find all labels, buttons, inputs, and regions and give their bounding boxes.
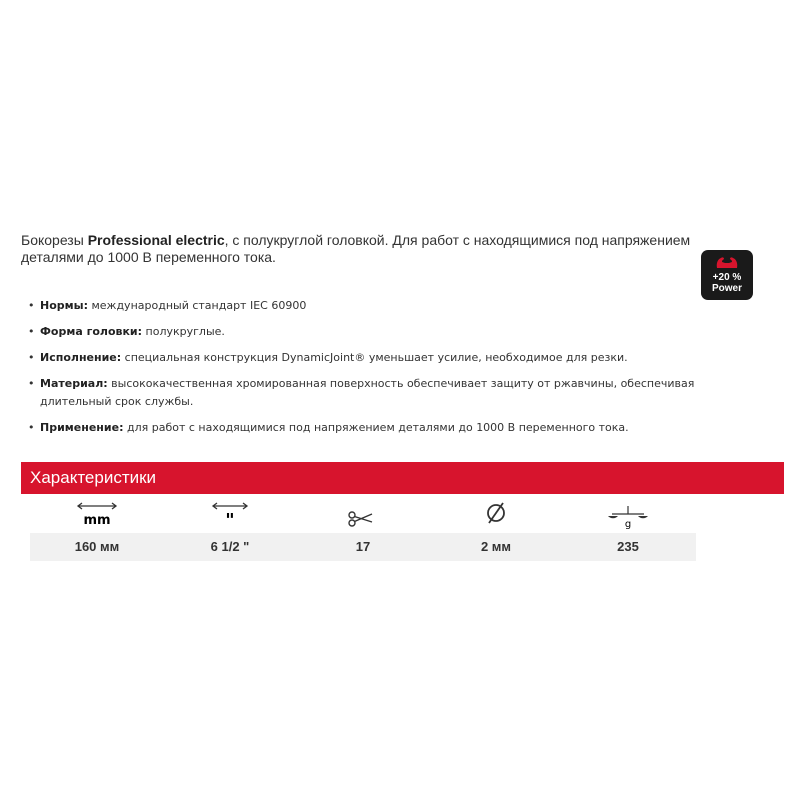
list-item (28, 375, 768, 411)
feature-label: Материал: (40, 377, 108, 390)
bullet-icon: • (28, 377, 35, 390)
feature-label: Форма головки: (40, 325, 143, 338)
list-item (28, 349, 768, 367)
specs-header: Характеристики (21, 462, 784, 494)
spec-length-mm: 160 мм (74, 539, 120, 554)
bullet-icon: • (28, 421, 35, 434)
intro-text-line2: деталями до 1000 В переменного тока. (21, 249, 276, 265)
spec-cutting-capacity: 17 (355, 539, 371, 554)
bullet-icon: • (28, 325, 35, 338)
feature-label: Исполнение: (40, 351, 122, 364)
feature-label: Применение: (40, 421, 124, 434)
feature-text: международный стандарт IEC 60900 (87, 299, 307, 312)
specs-icon-row (30, 500, 696, 530)
scissors-icon (303, 500, 423, 530)
spec-weight: 235 (617, 539, 639, 554)
spec-diameter: 2 мм (480, 539, 512, 554)
feature-text: высококачественная хромированная поверхность обеспечивает защиту от ржавчины, обеспечивая длительный срок службы. (40, 377, 695, 408)
length-inch-icon (170, 500, 290, 530)
specs-value-row (30, 533, 696, 561)
feature-text: для работ с находящимися под напряжением деталями до 1000 В переменного тока. (123, 421, 629, 434)
inch-unit-label: " (225, 510, 235, 530)
badge-percent: +20 % (712, 272, 742, 283)
spec-length-inch: 6 1/2 " (210, 539, 250, 554)
list-item (28, 297, 768, 315)
feature-text: полукруглые. (142, 325, 225, 338)
feature-list (28, 297, 768, 445)
intro-prefix: Бокорезы (21, 232, 88, 248)
diameter-icon (436, 500, 556, 530)
gram-unit-label: g (624, 519, 632, 530)
weight-scale-icon (568, 500, 688, 530)
product-name: Professional electric (87, 232, 225, 248)
list-item (28, 419, 768, 437)
feature-text: специальная конструкция DynamicJoint® уменьшает усилие, необходимое для резки. (121, 351, 628, 364)
product-description (21, 232, 736, 266)
power-badge (701, 250, 753, 300)
bullet-icon: • (28, 351, 35, 364)
badge-power: Power (711, 283, 742, 294)
mm-unit-label: mm (83, 513, 111, 528)
length-mm-icon (37, 500, 157, 530)
list-item (28, 323, 768, 341)
intro-text-line1: , с полукруглой головкой. Для работ с находящимися под напряжением (224, 232, 691, 248)
feature-label: Нормы: (40, 299, 88, 312)
bullet-icon: • (28, 299, 35, 312)
flexed-arms-icon (714, 254, 740, 272)
